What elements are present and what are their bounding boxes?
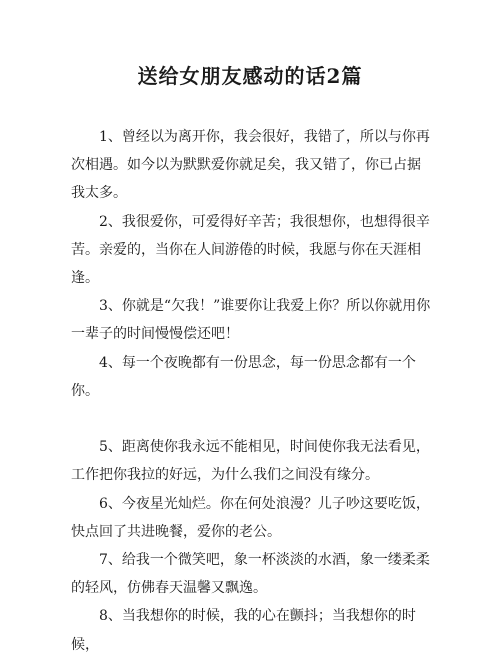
paragraph-4: 4、每一个夜晚都有一份思念，每一份思念都有一个你。 <box>71 354 416 399</box>
paragraph-1: 1、曾经以为离开你，我会很好，我错了，所以与你再次相遇。如今以为默默爱你就足矣，我又错了，你已占据我太多。 <box>71 129 430 202</box>
paragraph-7: 7、给我一个微笑吧，象一杯淡淡的水酒，象一缕柔柔的轻风，仿佛春天温馨又飘逸。 <box>71 552 430 597</box>
paragraph-6: 6、今夜星光灿烂。你在何处浪漫？儿子吵这要吃饭，快点回了共进晚餐，爱你的老公。 <box>71 495 430 540</box>
blank-line <box>71 405 433 433</box>
paragraph-2: 2、我很爱你，可爱得好辛苦；我很想你，也想得很辛苦。亲爱的，当你在人间游倦的时候，我愿与你在天涯相逢。 <box>71 213 430 287</box>
document-title: 送给女朋友感动的话2篇 <box>137 64 363 88</box>
paragraph-5: 5、距离使你我永远不能相见，时间使你我无法看见，工作把你我拉的好远，为什么我们之间没有缘分。 <box>71 439 430 484</box>
paragraph-8: 8、当我想你的时候，我的心在颤抖；当我想你的时候， <box>71 608 416 653</box>
document-body <box>71 123 433 659</box>
paragraph-3: 3、你就是“欠我！”谁要你让我爱上你？所以你就用你一辈子的时间慢慢偿还吧！ <box>71 298 431 343</box>
